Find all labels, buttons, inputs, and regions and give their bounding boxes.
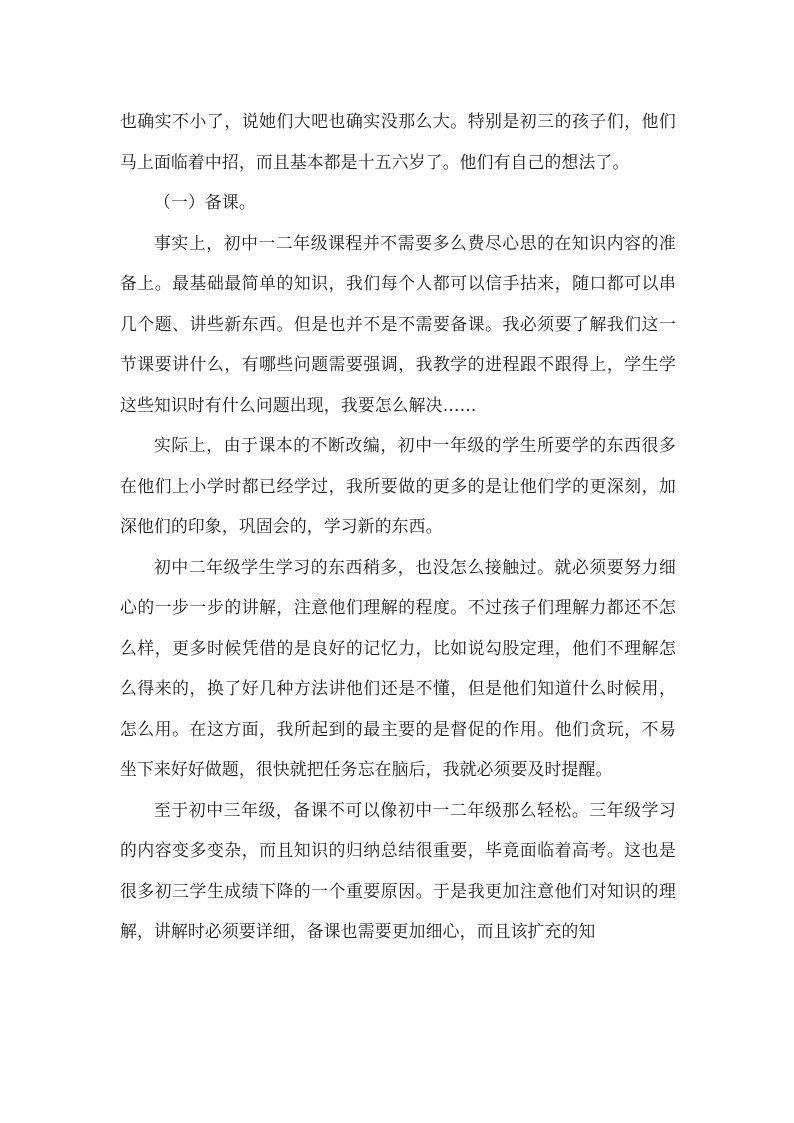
section-heading-lesson-prep: （一）备课。	[154, 192, 256, 212]
paragraph-grade-one: 实际上，由于课本的不断改编，初中一年级的学生所要学的东西很多在他们上小学时都已经学过，我所要做的更多的是让他们学的更深刻，加深他们的印象，巩固会的，学习新的东西。	[120, 435, 676, 536]
body-text	[120, 101, 676, 952]
paragraph-grade-three: 至于初中三年级，备课不可以像初中一二年级那么轻松。三年级学习的内容变多变杂，而且知识的归纳总结很重要，毕竟面临着高考。这也是很多初三学生成绩下降的一个重要原因。于是我更加注意他们对知识的理解，讲解时必须要详细，备课也需要更加细心，而且该扩充的知	[120, 799, 676, 941]
paragraph-continuation: 也确实不小了，说她们大吧也确实没那么大。特别是初三的孩子们，他们马上面临着中招，而且基本都是十五六岁了。他们有自己的想法了。	[120, 111, 676, 172]
paragraph-grade-two: 初中二年级学生学习的东西稍多，也没怎么接触过。就必须要努力细心的一步一步的讲解，注意他们理解的程度。不过孩子们理解力都还不怎么样，更多时候凭借的是良好的记忆力，比如说勾股定理，他们不理解怎么得来的，换了好几种方法讲他们还是不懂，但是他们知道什么时候用，怎么用。在这方面，我所起到的最主要的是督促的作用。他们贪玩，不易坐下来好好做题，很快就把任务忘在脑后，我就必须要及时提醒。	[120, 556, 676, 779]
paragraph-grade-one-two: 事实上，初中一二年级课程并不需要多么费尽心思的在知识内容的准备上。最基础最简单的知识，我们每个人都可以信手拈来，随口都可以串几个题、讲些新东西。但是也并不是不需要备课。我必须要了解我们这一节课要讲什么，有哪些问题需要强调，我教学的进程跟不跟得上，学生学这些知识时有什么问题出现，我要怎么解决……	[120, 232, 676, 415]
